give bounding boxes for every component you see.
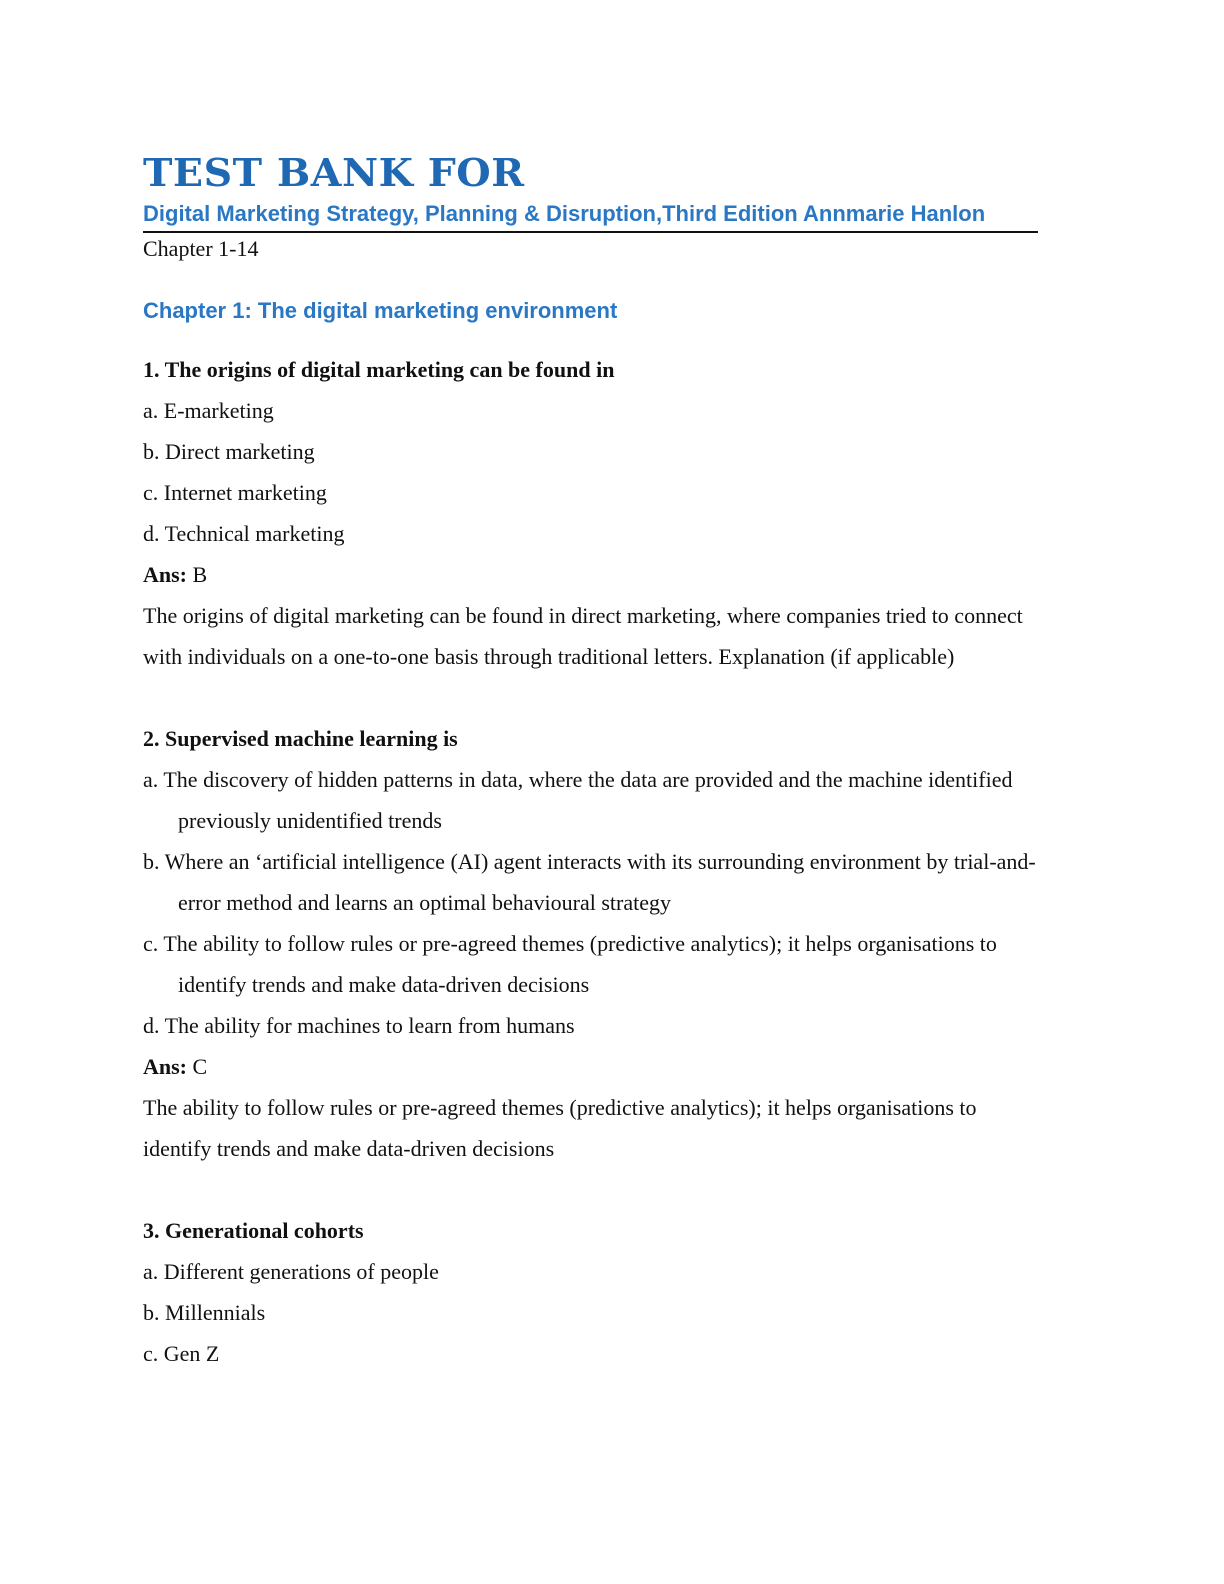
title-divider [143,231,1038,233]
option-c: c. The ability to follow rules or pre-agreed themes (predictive analytics); it helps organisations to identify trends and make data-driven decisions [143,931,997,997]
option-d: d. The ability for machines to learn from humans [143,1013,575,1038]
option-a: a. E-marketing [143,398,274,423]
option-b: b. Millennials [143,1300,266,1325]
option-c: c. Gen Z [143,1341,220,1366]
answer-label: Ans: [143,1054,188,1079]
answer-explanation: The ability to follow rules or pre-agreed themes (predictive analytics); it helps organisations to identify trends and make data-driven decisions [143,1095,977,1161]
answer-value: B [187,562,208,587]
question-3 [143,1210,1038,1374]
book-title: Digital Marketing Strategy, Planning & Disruption,Third Edition Annmarie Hanlon [143,201,986,226]
option-a: a. The discovery of hidden patterns in data, where the data are provided and the machine identified previously unidentified trends [143,767,1013,833]
question-2 [143,718,1038,1169]
option-b: b. Where an ‘artificial intelligence (AI) agent interacts with its surrounding environment by trial-and-error method and learns an optimal behavioural strategy [143,849,1036,915]
answer-label: Ans: [143,562,188,587]
test-bank-banner: TEST BANK FOR [143,150,525,195]
answer-line [143,1046,1038,1087]
page-content [143,150,1038,1374]
chapter-heading: Chapter 1: The digital marketing environment [143,298,618,323]
question-1 [143,349,1038,677]
answer-value: C [187,1054,208,1079]
question-title: 2. Supervised machine learning is [143,726,458,751]
option-a: a. Different generations of people [143,1259,439,1284]
answer-explanation: The origins of digital marketing can be found in direct marketing, where companies tried to connect with individuals on a one-to-one basis through traditional letters. Explanation (if applicable) [143,603,1023,669]
chapter-range: Chapter 1-14 [143,236,259,261]
question-title: 1. The origins of digital marketing can be found in [143,357,615,382]
question-title: 3. Generational cohorts [143,1218,364,1243]
option-b: b. Direct marketing [143,439,315,464]
answer-line [143,554,1038,595]
option-c: c. Internet marketing [143,480,327,505]
option-d: d. Technical marketing [143,521,345,546]
